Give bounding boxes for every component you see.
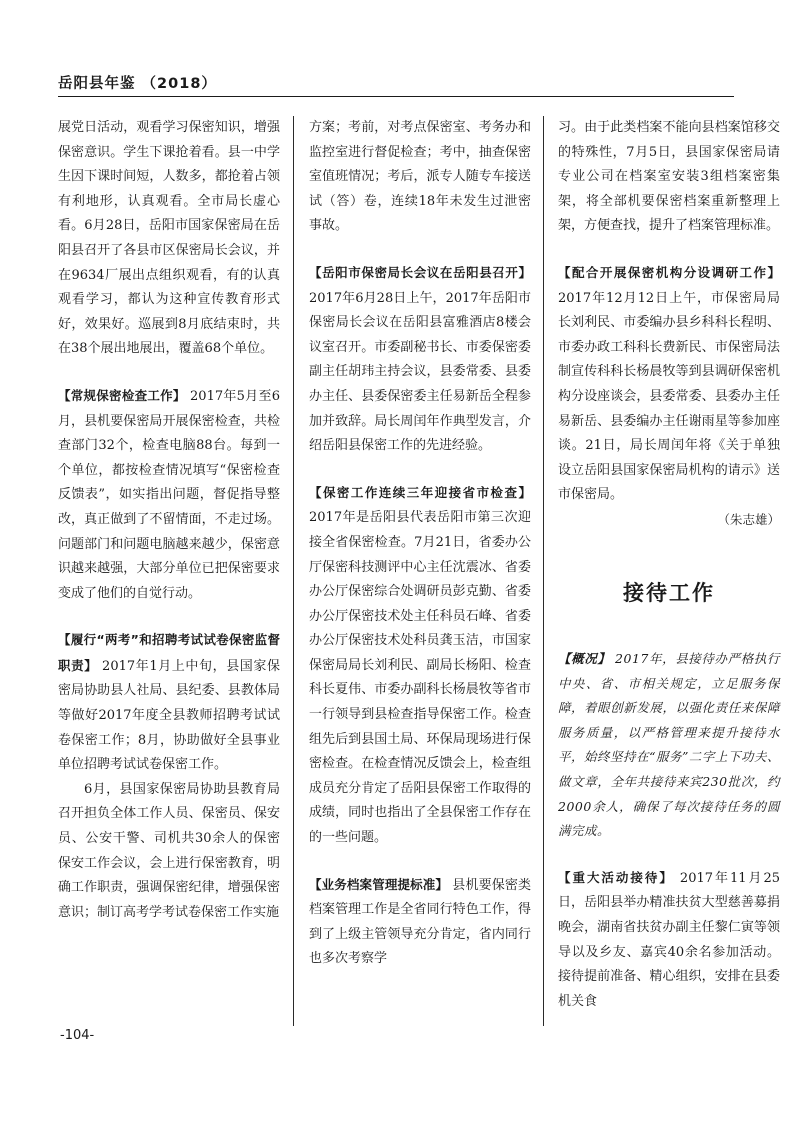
paragraph: 展党日活动，观看学习保密知识，增强保密意识。学生下课抢着看。县一中学生因下课时间短，人数多，都抢着占领有利地形，认真观看。全市局长虚心看。6月28日，岳阳市国家保密局在岳阳县召开了各县市区保密局长会议，并在9634厂展出点组织观看，有的认真观看学习，都认为这种宣传教育形式好，效果好。巡展到8月底结束时，共在38个展出地展出，覆盖68个单位。 [58,120,280,357]
section-director-meeting [309,261,531,459]
header-rule [58,96,734,97]
section-routine-inspection [58,384,280,606]
section-body: 2017年6月28日上午，2017年岳阳市保密局长会议在岳阳县富雅酒店8楼会议室召开。市委副秘书长、市委保密委副主任胡玮主持会议，县委常委、县委办主任、县委保密委主任易新岳全程参加并致辞。局长周闰年作典型发言，介绍岳阳县保密工作的先进经验。 [309,290,531,454]
section-archive-management [309,873,531,972]
page-number: -104- [60,1028,95,1043]
section-heading: 【保密工作连续三年迎接省市检查】 [309,484,531,500]
section-heading: 【配合开展保密机构分设调研工作】 [558,264,780,280]
paragraph: 方案；考前，对考点保密室、考务办和监控室进行督促检查；考中，抽查保密室值班情况；考后，派专人随专车接送试（答）卷，连续18年未发生过泄密事故。 [309,120,531,234]
section-title: 接待工作 [623,579,715,605]
column-1 [58,116,280,925]
section-major-events [558,866,780,1015]
section-heading: 【常规保密检查工作】 [58,387,186,403]
section-inspection-three-years [309,481,531,851]
section-heading: 【业务档案管理提标准】 [309,876,449,892]
section-heading: 【履行“两考”和招聘考试试卷保密监督职责】 [58,632,280,673]
section-body: 2017年12月12日上午，市保密局局长刘利民、市委编办县乡科科长程明、市委办政工科科长费新民、市保密局法制宣传科科长杨晨牧等到县调研保密机构分设座谈会，县委常委、县委办主任易新岳、县委编办主任谢雨星等参加座谈。21日，局长周闰年将《关于单独设立岳阳县国家保密局机构的请示》送市保密局。 [558,290,780,503]
section-heading: 【重大活动接待】 [558,869,674,885]
section-body: 2017年11月25日，岳阳县举办精准扶贫大型慈善募捐晚会，湖南省扶贫办副主任黎仁寅等领导以及乡友、嘉宾40余名参加活动。接待提前准备、精心组织，安排在县委机关食 [558,870,780,1009]
column-divider [293,116,294,1026]
column-2 [309,116,531,972]
section-heading: 【岳阳市保密局长会议在岳阳县召开】 [309,264,531,280]
section-agency-research [558,261,780,508]
section-body: 2017年是岳阳县代表岳阳市第三次迎接全省保密检查。7月21日，省委办公厅保密科技测评中心主任沈震冰、省委办公厅保密综合处调研员彭克勤、省委办公厅保密技术处主任科员石峰、省委办公厅保密技术处科员龚玉洁，市国家保密局局长刘利民、副局长杨阳、检查科长夏伟、市委办副科长杨晨牧等省市一行领导到县检查指导保密工作。检查组先后到县国土局、环保局现场进行保密检查。在检查情况反馈会上，检查组成员充分肯定了岳阳县保密工作取得的成绩，同时也指出了全县保密工作存在的一些问题。 [309,510,531,846]
author-credit: （朱志雄） [717,511,780,527]
paragraph: 习。由于此类档案不能向县档案馆移交的特殊性，7月5日，县国家保密局请专业公司在档案室安装3组档案密集架，将全部机要保密档案重新整理上架，方便查找，提升了档案管理标准。 [558,120,780,234]
column-divider [543,116,544,1026]
section-exam-supervision [58,628,280,778]
section-body: 县机要保密类档案管理工作是全省同行特色工作，得到了上级主管领导充分肯定，省内同行也多次考察学 [309,877,531,967]
running-header: 岳阳县年鉴 （2018） [58,76,217,92]
section-body: 2017年，县接待办严格执行中央、省、市相关规定，立足服务保障，着眼创新发展，以强化责任来保障服务质量，以严格管理来提升接待水平，始终坚持在“服务”二字上下功夫、做文章，全年共接待来宾230批次，约2000余人，确保了每次接待任务的圆满完成。 [558,651,780,839]
column-3 [558,116,780,1014]
paragraph: 6月，县国家保密局协助县教育局召开担负全体工作人员、保密员、保安员、公安干警、司机共30余人的保密保安工作会议，会上进行保密教育，明确工作职责，强调保密纪律，增强保密意识；制订高考学考试卷保密工作实施 [58,781,280,920]
section-overview [558,647,780,844]
section-body: 2017年5月至6月，县机要保密局开展保密检查，共检查部门32个，检查电脑88台。每到一个单位，都按检查情况填写“保密检查反馈表”，如实指出问题，督促指导整改，真正做到了不留情面，不走过场。问题部门和问题电脑越来越少，保密意识越来越强，大部分单位已把保密要求变成了他们的自觉行动。 [58,388,280,601]
section-heading: 【概况】 [558,651,611,667]
section-body: 2017年1月上中旬，县国家保密局协助县人社局、县纪委、县教体局等做好2017年度全县教师招聘考试试卷保密工作；8月，协助做好全县事业单位招聘考试试卷保密工作。 [58,658,280,773]
